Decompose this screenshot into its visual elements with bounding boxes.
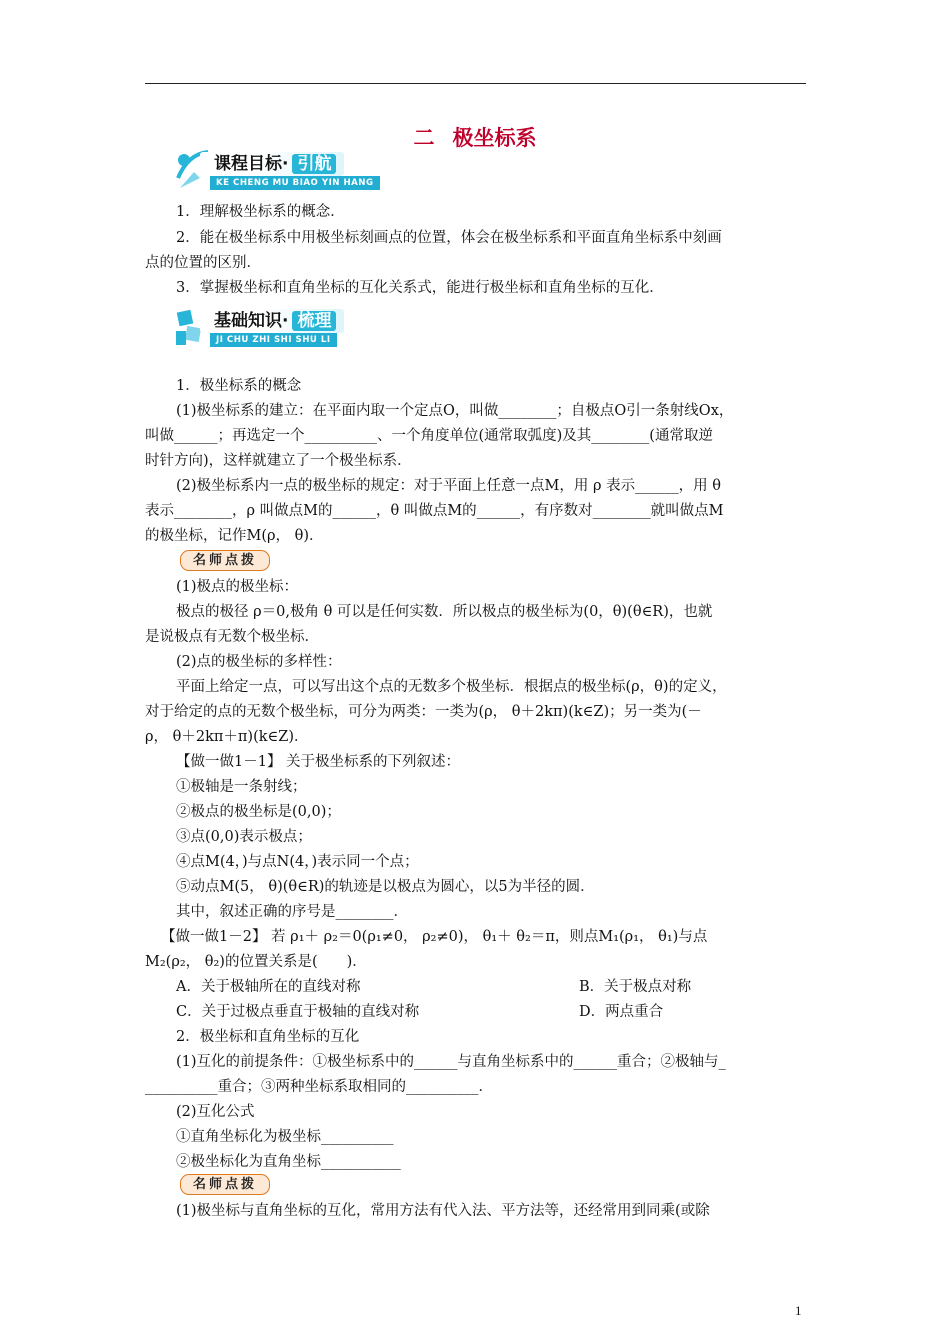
section-heading: 极坐标系 [452,126,537,150]
page-number: 1 [795,1303,802,1318]
banner-pinyin: KE CHENG MU BIAO YIN HANG [210,176,380,190]
option-d: D．两点重合 [579,1004,664,1020]
banner-pinyin: JI CHU ZHI SHI SHU LI [210,333,337,347]
knowledge-line: 叫做______；再选定一个__________、一个角度单位(通常取弧度)及其________(通常取逆 [145,428,713,444]
conversion-line: ②极坐标化为直角坐标___________ [176,1154,401,1170]
tip-line: ρ， θ＋2kπ＋π)(k∈Z)． [145,729,309,745]
tip-line: 对于给定的点的无数个极坐标，可分为两类：一类为(ρ， θ＋2kπ)(k∈Z)；另一类为(－ [145,704,702,720]
teacher-tip-badge: 名师点拨 [180,550,270,571]
exercise-1-item: ④点M(4，)与点N(4，)表示同一个点； [176,854,419,870]
knowledge-line: 的极坐标，记作M(ρ， θ)． [145,528,324,544]
exercise-1-item: ③点(0,0)表示极点； [176,829,312,845]
option-c: C．关于过极点垂直于极轴的直线对称 [176,1004,420,1020]
exercise-1-question: 其中，叙述正确的序号是________． [176,904,408,920]
teacher-tip-badge: 名师点拨 [180,1174,270,1195]
banner-label: 基础知识· 梳理 [200,309,344,333]
section-number: 二 [413,126,435,150]
conversion-line: __________重合；③两种坐标系取相同的__________． [145,1079,493,1095]
banner-label: 课程目标· 引航 [200,152,344,176]
exercise-2-stem: 【做一做1－2】 若 ρ₁＋ ρ₂＝0(ρ₁≠0， ρ₂≠0)， θ₁＋ θ₂＝π，则点M₁(ρ₁， θ₁)与点 [161,929,708,945]
tip-line: (2)点的极坐标的多样性： [176,654,342,670]
option-a: A．关于极轴所在的直线对称 [176,979,361,995]
header-rule [145,83,806,84]
objective-2-cont: 点的位置的区别． [145,255,261,271]
option-b: B．关于极点对称 [579,979,692,995]
tip-line: 平面上给定一点，可以写出这个点的无数多个极坐标．根据点的极坐标(ρ，θ)的定义， [176,679,727,695]
exercise-1-item: ②极点的极坐标是(0,0)； [176,804,341,820]
knowledge-line: (1)极坐标系的建立：在平面内取一个定点O，叫做________；自极点O引一条射线Ox， [176,403,734,419]
conversion-line: ①直角坐标化为极坐标__________ [176,1129,394,1145]
banner-tag: 引航 [292,154,336,174]
objective-2: 2．能在极坐标系中用极坐标刻画点的位置，体会在极坐标系和平面直角坐标系中刻画 [176,230,722,246]
exercise-2-stem: M₂(ρ₂， θ₂)的位置关系是( )． [145,954,367,970]
knowledge-line: 表示________，ρ 叫做点M的______，θ 叫做点M的______，有序数对________就叫做点M [145,503,724,519]
exercise-1-item: ⑤动点M(5， θ)(θ∈R)的轨迹是以极点为圆心，以5为半径的圆． [176,879,595,895]
exercise-1-heading: 【做一做1－1】 关于极坐标系的下列叙述： [176,754,461,770]
objective-1: 1．理解极坐标系的概念． [176,204,345,220]
tip-line: (1)极点的极坐标： [176,579,299,595]
knowledge-heading-1: 1．极坐标系的概念 [176,378,302,394]
exercise-1-item: ①极轴是一条射线； [176,779,307,795]
course-goals-banner [174,148,414,194]
knowledge-line: 时针方向)，这样就建立了一个极坐标系． [145,453,412,469]
section-title [0,122,950,152]
tip-line: 是说极点有无数个极坐标． [145,629,319,645]
tip-line: 极点的极径 ρ＝0,极角 θ 可以是任何实数．所以极点的极坐标为(0，θ)(θ∈R)，也就 [176,604,713,620]
objective-3: 3．掌握极坐标和直角坐标的互化关系式，能进行极坐标和直角坐标的互化． [176,280,664,296]
knowledge-heading-2: 2．极坐标和直角坐标的互化 [176,1029,360,1045]
tip-line: (1)极坐标与直角坐标的互化，常用方法有代入法、平方法等，还经常用到同乘(或除 [176,1203,710,1219]
conversion-line: (2)互化公式 [176,1104,255,1120]
conversion-line: (1)互化的前提条件：①极坐标系中的______与直角坐标系中的______重合；②极轴与_ [176,1054,726,1070]
knowledge-line: (2)极坐标系内一点的极坐标的规定：对于平面上任意一点M，用 ρ 表示______，用 θ [176,478,721,494]
basic-knowledge-banner [174,305,414,351]
banner-tag: 梳理 [292,311,336,331]
